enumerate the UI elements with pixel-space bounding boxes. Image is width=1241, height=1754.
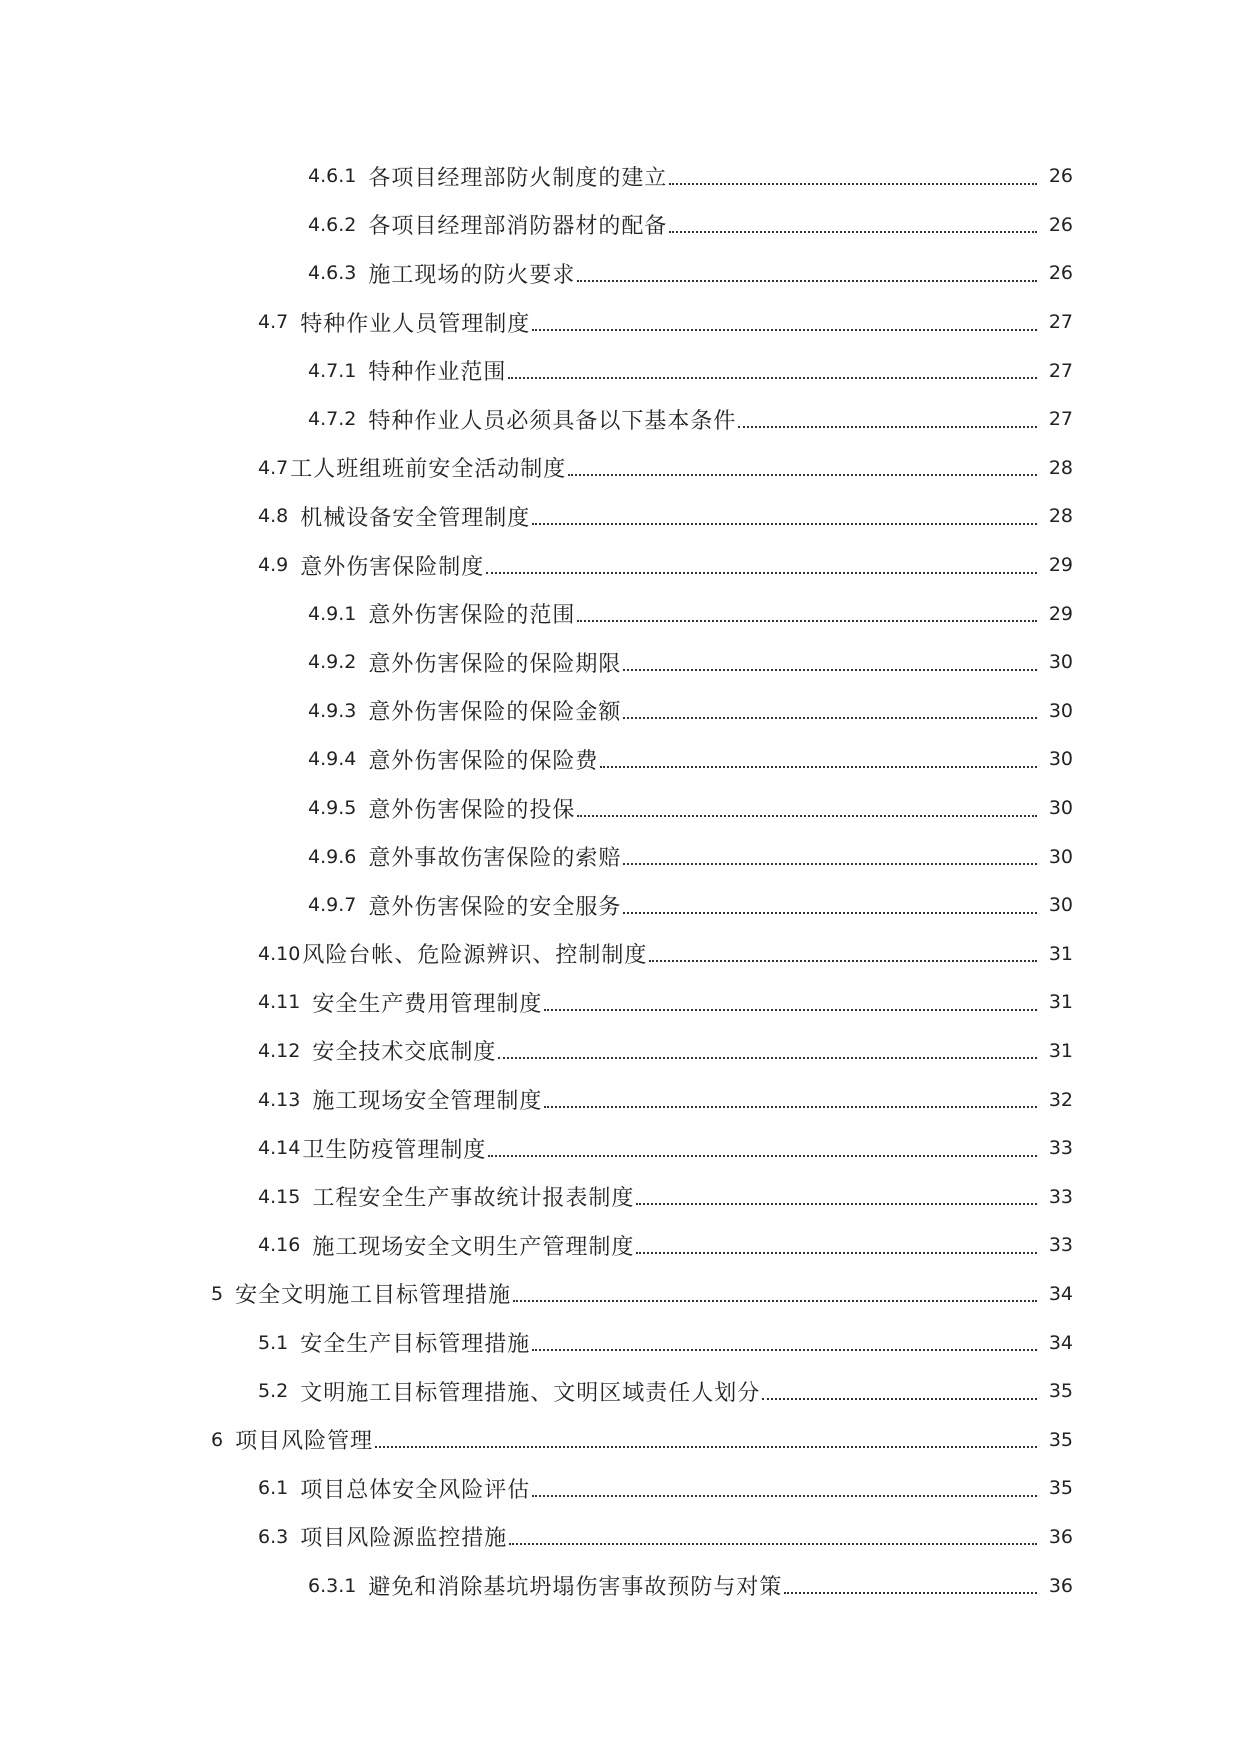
toc-entry-title: 意外伤害保险的安全服务 — [368, 894, 622, 920]
dot-leader — [623, 911, 1037, 914]
toc-entry-page: 26 — [1048, 213, 1073, 236]
toc-entry-number: 4.15 — [258, 1185, 301, 1208]
toc-entry-number: 4.6.2 — [308, 213, 357, 236]
toc-entry[interactable] — [0, 1464, 1241, 1513]
toc-entry[interactable] — [0, 832, 1241, 881]
toc-entry[interactable] — [0, 978, 1241, 1027]
dot-leader — [498, 1056, 1037, 1059]
toc-entry-number: 4.6.3 — [308, 262, 357, 285]
toc-entry-title: 施工现场安全管理制度 — [312, 1089, 543, 1115]
toc-entry[interactable] — [0, 1221, 1241, 1270]
toc-entry[interactable] — [0, 1172, 1241, 1221]
dot-leader — [568, 473, 1037, 476]
toc-entry-title: 各项目经理部消防器材的配备 — [368, 214, 668, 240]
toc-entry-page: 27 — [1048, 311, 1073, 334]
dot-leader — [544, 1008, 1037, 1011]
toc-entry-number: 4.11 — [258, 991, 301, 1014]
toc-entry-page: 30 — [1048, 748, 1073, 771]
toc-entry-page: 29 — [1048, 602, 1073, 625]
toc-entry-title: 意外伤害保险的保险期限 — [368, 651, 622, 677]
toc-entry[interactable] — [0, 735, 1241, 784]
toc-entry-title: 意外伤害保险的保险金额 — [368, 700, 622, 726]
dot-leader — [508, 376, 1037, 379]
dot-leader — [532, 1494, 1037, 1497]
toc-entry-title: 意外事故伤害保险的索赔 — [368, 846, 622, 872]
toc-entry-page: 33 — [1048, 1185, 1073, 1208]
toc-entry[interactable] — [0, 589, 1241, 638]
toc-entry-number: 4.7.1 — [308, 359, 357, 382]
dot-leader — [669, 230, 1037, 233]
toc-entry[interactable] — [0, 1561, 1241, 1610]
toc-entry-number: 4.8 — [258, 505, 289, 528]
toc-entry[interactable] — [0, 152, 1241, 201]
toc-entry-page: 31 — [1048, 942, 1073, 965]
toc-entry-page: 35 — [1048, 1477, 1073, 1500]
toc-entry[interactable] — [0, 1415, 1241, 1464]
dot-leader — [577, 814, 1037, 817]
toc-entry-number: 4.7.2 — [308, 408, 357, 431]
toc-entry-number: 4.14 — [258, 1137, 301, 1160]
toc-entry[interactable] — [0, 687, 1241, 736]
toc-entry[interactable] — [0, 1513, 1241, 1562]
dot-leader — [623, 668, 1037, 671]
toc-entry-title: 意外伤害保险的范围 — [368, 603, 576, 629]
toc-entry-title: 施工现场的防火要求 — [368, 262, 576, 288]
dot-leader — [669, 182, 1037, 185]
table-of-contents — [0, 152, 1241, 1610]
toc-entry[interactable] — [0, 930, 1241, 979]
dot-leader — [532, 1348, 1037, 1351]
toc-entry-number: 6.3.1 — [308, 1574, 357, 1597]
toc-entry-title: 项目风险管理 — [235, 1429, 374, 1455]
toc-entry-page: 27 — [1048, 359, 1073, 382]
dot-leader — [762, 1397, 1037, 1400]
toc-entry[interactable] — [0, 395, 1241, 444]
toc-entry-number: 4.7 — [258, 311, 289, 334]
toc-entry-page: 36 — [1048, 1525, 1073, 1548]
toc-entry-page: 28 — [1048, 456, 1073, 479]
toc-entry-page: 35 — [1048, 1380, 1073, 1403]
toc-entry[interactable] — [0, 1318, 1241, 1367]
toc-entry[interactable] — [0, 1124, 1241, 1173]
toc-entry-number: 5.1 — [258, 1331, 289, 1354]
toc-entry-page: 34 — [1048, 1282, 1073, 1305]
toc-entry-number: 5 — [211, 1282, 224, 1305]
toc-entry-title: 意外伤害保险的保险费 — [368, 748, 599, 774]
toc-entry-number: 4.9.6 — [308, 845, 357, 868]
dot-leader — [513, 1299, 1037, 1302]
toc-entry-number: 4.9.1 — [308, 602, 357, 625]
toc-entry-number: 4.10 — [258, 942, 301, 965]
toc-entry-title: 意外伤害保险的投保 — [368, 797, 576, 823]
toc-entry-title: 各项目经理部防火制度的建立 — [368, 165, 668, 191]
dot-leader — [600, 765, 1037, 768]
toc-entry-page: 27 — [1048, 408, 1073, 431]
dot-leader — [636, 1251, 1037, 1254]
toc-entry-page: 30 — [1048, 699, 1073, 722]
toc-entry-title: 卫生防疫管理制度 — [302, 1137, 487, 1163]
toc-entry-title: 安全生产费用管理制度 — [312, 991, 543, 1017]
dot-leader — [577, 619, 1037, 622]
toc-entry[interactable] — [0, 1270, 1241, 1319]
toc-entry[interactable] — [0, 784, 1241, 833]
toc-entry[interactable] — [0, 444, 1241, 493]
toc-entry-page: 31 — [1048, 1039, 1073, 1062]
toc-entry-number: 4.9.4 — [308, 748, 357, 771]
toc-entry-number: 4.13 — [258, 1088, 301, 1111]
toc-entry-page: 36 — [1048, 1574, 1073, 1597]
toc-entry-title: 风险台帐、危险源辨识、控制制度 — [302, 943, 648, 969]
dot-leader — [532, 328, 1037, 331]
toc-entry[interactable] — [0, 298, 1241, 347]
dot-leader — [738, 425, 1037, 428]
dot-leader — [623, 862, 1037, 865]
toc-entry-number: 4.9.2 — [308, 651, 357, 674]
dot-leader — [486, 571, 1037, 574]
toc-entry-page: 30 — [1048, 651, 1073, 674]
toc-entry-number: 6.3 — [258, 1525, 289, 1548]
toc-entry[interactable] — [0, 249, 1241, 298]
dot-leader — [488, 1154, 1037, 1157]
dot-leader — [544, 1105, 1037, 1108]
toc-entry-number: 4.9.5 — [308, 797, 357, 820]
toc-entry[interactable] — [0, 492, 1241, 541]
dot-leader — [623, 716, 1037, 719]
dot-leader — [784, 1591, 1037, 1594]
toc-entry-number: 5.2 — [258, 1380, 289, 1403]
toc-entry[interactable] — [0, 881, 1241, 930]
toc-entry[interactable] — [0, 638, 1241, 687]
toc-entry-title: 施工现场安全文明生产管理制度 — [312, 1234, 635, 1260]
toc-entry-title: 文明施工目标管理措施、文明区域责任人划分 — [300, 1380, 761, 1406]
toc-entry-page: 30 — [1048, 797, 1073, 820]
dot-leader — [649, 959, 1037, 962]
toc-entry-title: 项目风险源监控措施 — [300, 1526, 508, 1552]
dot-leader — [577, 279, 1037, 282]
toc-entry-title: 安全文明施工目标管理措施 — [235, 1283, 512, 1309]
toc-entry-number: 4.9.3 — [308, 699, 357, 722]
toc-entry-number: 4.6.1 — [308, 165, 357, 188]
toc-entry[interactable] — [0, 1367, 1241, 1416]
toc-entry-number: 6.1 — [258, 1477, 289, 1500]
toc-entry-page: 30 — [1048, 894, 1073, 917]
toc-entry[interactable] — [0, 1027, 1241, 1076]
toc-entry-page: 32 — [1048, 1088, 1073, 1111]
dot-leader — [636, 1202, 1037, 1205]
toc-entry-page: 30 — [1048, 845, 1073, 868]
toc-entry-number: 4.9.7 — [308, 894, 357, 917]
toc-entry-page: 29 — [1048, 554, 1073, 577]
dot-leader — [532, 522, 1037, 525]
toc-entry-title: 机械设备安全管理制度 — [300, 505, 531, 531]
toc-entry[interactable] — [0, 1075, 1241, 1124]
toc-entry[interactable] — [0, 346, 1241, 395]
toc-entry-number: 4.7 — [258, 456, 289, 479]
toc-entry-number: 4.9 — [258, 554, 289, 577]
toc-entry-page: 35 — [1048, 1428, 1073, 1451]
toc-entry-page: 33 — [1048, 1137, 1073, 1160]
toc-entry-number: 4.12 — [258, 1039, 301, 1062]
dot-leader — [509, 1542, 1037, 1545]
toc-entry-title: 安全技术交底制度 — [312, 1040, 497, 1066]
toc-entry-title: 项目总体安全风险评估 — [300, 1477, 531, 1503]
toc-entry-number: 6 — [211, 1428, 224, 1451]
toc-entry-title: 安全生产目标管理措施 — [300, 1332, 531, 1358]
toc-entry[interactable] — [0, 541, 1241, 590]
toc-entry-page: 26 — [1048, 165, 1073, 188]
toc-entry-title: 特种作业范围 — [368, 360, 507, 386]
toc-entry-page: 33 — [1048, 1234, 1073, 1257]
dot-leader — [375, 1445, 1037, 1448]
toc-entry-title: 特种作业人员必须具备以下基本条件 — [368, 408, 737, 434]
toc-entry[interactable] — [0, 201, 1241, 250]
toc-entry-number: 4.16 — [258, 1234, 301, 1257]
toc-entry-page: 34 — [1048, 1331, 1073, 1354]
toc-entry-page: 28 — [1048, 505, 1073, 528]
toc-entry-title: 工人班组班前安全活动制度 — [290, 457, 567, 483]
toc-entry-title: 工程安全生产事故统计报表制度 — [312, 1186, 635, 1212]
toc-entry-page: 31 — [1048, 991, 1073, 1014]
toc-entry-page: 26 — [1048, 262, 1073, 285]
toc-entry-title: 特种作业人员管理制度 — [300, 311, 531, 337]
toc-entry-title: 避免和消除基坑坍塌伤害事故预防与对策 — [368, 1575, 783, 1601]
toc-entry-title: 意外伤害保险制度 — [300, 554, 485, 580]
